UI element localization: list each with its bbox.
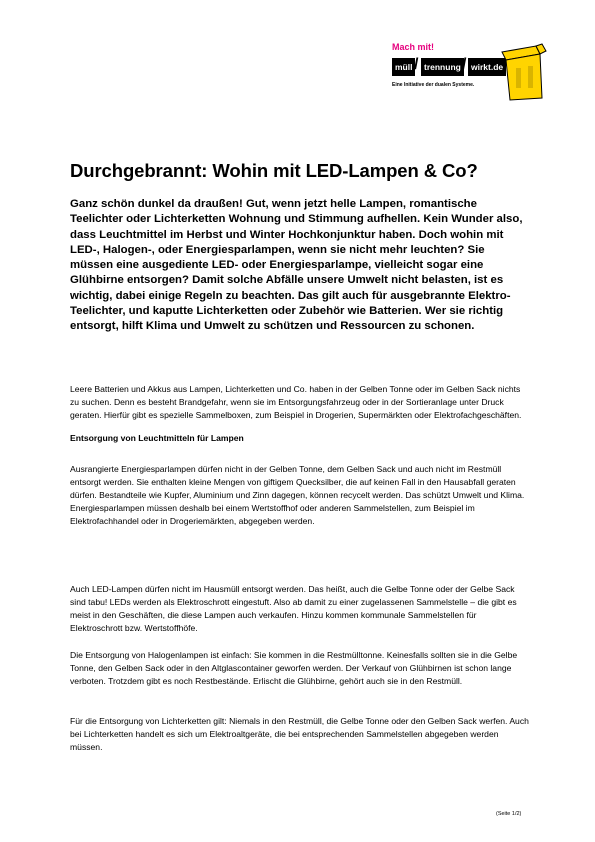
- logo-word-wirkt: wirkt.de: [468, 58, 506, 76]
- subheading: Entsorgung von Leuchtmitteln für Lampen: [70, 433, 244, 443]
- logo-slash-icon: /: [462, 56, 467, 73]
- logo-word-trennung: trennung: [421, 58, 464, 76]
- logo-word-muell: müll: [392, 58, 415, 76]
- paragraph-halogen-lamps: Die Entsorgung von Halogenlampen ist einfach: Sie kommen in die Restmülltonne. Keinesfalls sollten sie in die Gelbe Tonne, den Gelben Sack oder in den Altglascontainer geworfen werden. Der Verkauf von Glühbirnen ist schon lange verboten. Trotzdem gibt es noch Restbestände. Erlischt die Glühbirne, gehört auch sie in den Restmüll.: [70, 650, 518, 687]
- logo-tagline: Eine Initiative der dualen Systeme.: [392, 82, 475, 88]
- paragraph-energy-saving-lamps: Ausrangierte Energiesparlampen dürfen nicht in der Gelben Tonne, dem Gelben Sack und auch nicht im Restmüll entsorgt werden. Sie enthalten kleine Mengen von giftigem Quecksilber, die auf keinen Fall in den Hausabfall geraten dürfen. Bestandteile wie Kupfer, Aluminium und Zinn dagegen, können recycelt werden. Das schützt Umwelt und Klima. Energiesparlampen müssen deshalb bei einem Wertstoffhof oder anderen Sammelstellen, zum Beispiel im Elektrofachhandel oder in Drogeriemärkten, abgegeben werden.: [70, 464, 525, 527]
- page-title: Durchgebrannt: Wohin mit LED-Lampen & Co?: [70, 160, 478, 181]
- logo-slogan: Mach mit!: [392, 42, 435, 52]
- intro-paragraph: Ganz schön dunkel da draußen! Gut, wenn jetzt helle Lampen, romantische Teelichter oder Lichterketten Wohnung und Stimmung aufhellen. Kein Wunder also, dass Leuchtmittel im Herbst und Winter Hochkonjunktur haben. Doch wohin mit LED-, Halogen-, oder Energiesparlampen, wenn sie nicht mehr leuchten? Sie müssen eine ausgediente LED- oder Energiesparlampe, vielleicht sogar eine Glühbirne entsorgen? Damit solche Abfälle unsere Umwelt nicht belasten, ist es wichtig, dabei einige Regeln zu beachten. Das gilt auch für ausgebrannte Elektro-Teelichter, und kaputte Lichterketten oder Zubehör wie Batterien. Wer sie richtig entsorgt, hilft Klima und Umwelt zu schützen und Ressourcen zu schonen.: [70, 198, 523, 333]
- paragraph-led-lamps: Auch LED-Lampen dürfen nicht im Hausmüll entsorgt werden. Das heißt, auch die Gelbe Tonne oder der Gelbe Sack sind tabu! LEDs werden als Elektroschrott eingestuft. Also ab damit zu einer zugelassenen Sammelstelle – die gibt es meist in den Geschäften, die diese Lampen auch verkaufen. Hinzu kommen kommunale Sammelstellen für Elektroschrott bzw. Wertstoffhöfe.: [70, 584, 517, 634]
- recycling-bin-icon: [496, 42, 548, 102]
- paragraph-fairy-lights: Für die Entsorgung von Lichterketten gilt: Niemals in den Restmüll, die Gelbe Tonne oder den Gelben Sack werfen. Auch bei Lichterketten handelt es sich um Elektroaltgeräte, die bei entsprechenden Sammelstellen abgegeben werden müssen.: [70, 716, 529, 753]
- paragraph-batteries: Leere Batterien und Akkus aus Lampen, Lichterketten und Co. haben in der Gelben Tonne oder im Gelben Sack nichts zu suchen. Denn es besteht Brandgefahr, wenn sie im Entsorgungsfahrzeug oder in der Sortieranlage unter Druck geraten. Hierfür gibt es spezielle Sammelboxen, zum Beispiel in Drogerien, Supermärkten oder Elektrofachgeschäften.: [70, 384, 522, 421]
- logo-slash-icon: /: [414, 56, 419, 73]
- logo: [392, 42, 552, 104]
- page-number: (Seite 1/2): [496, 811, 522, 817]
